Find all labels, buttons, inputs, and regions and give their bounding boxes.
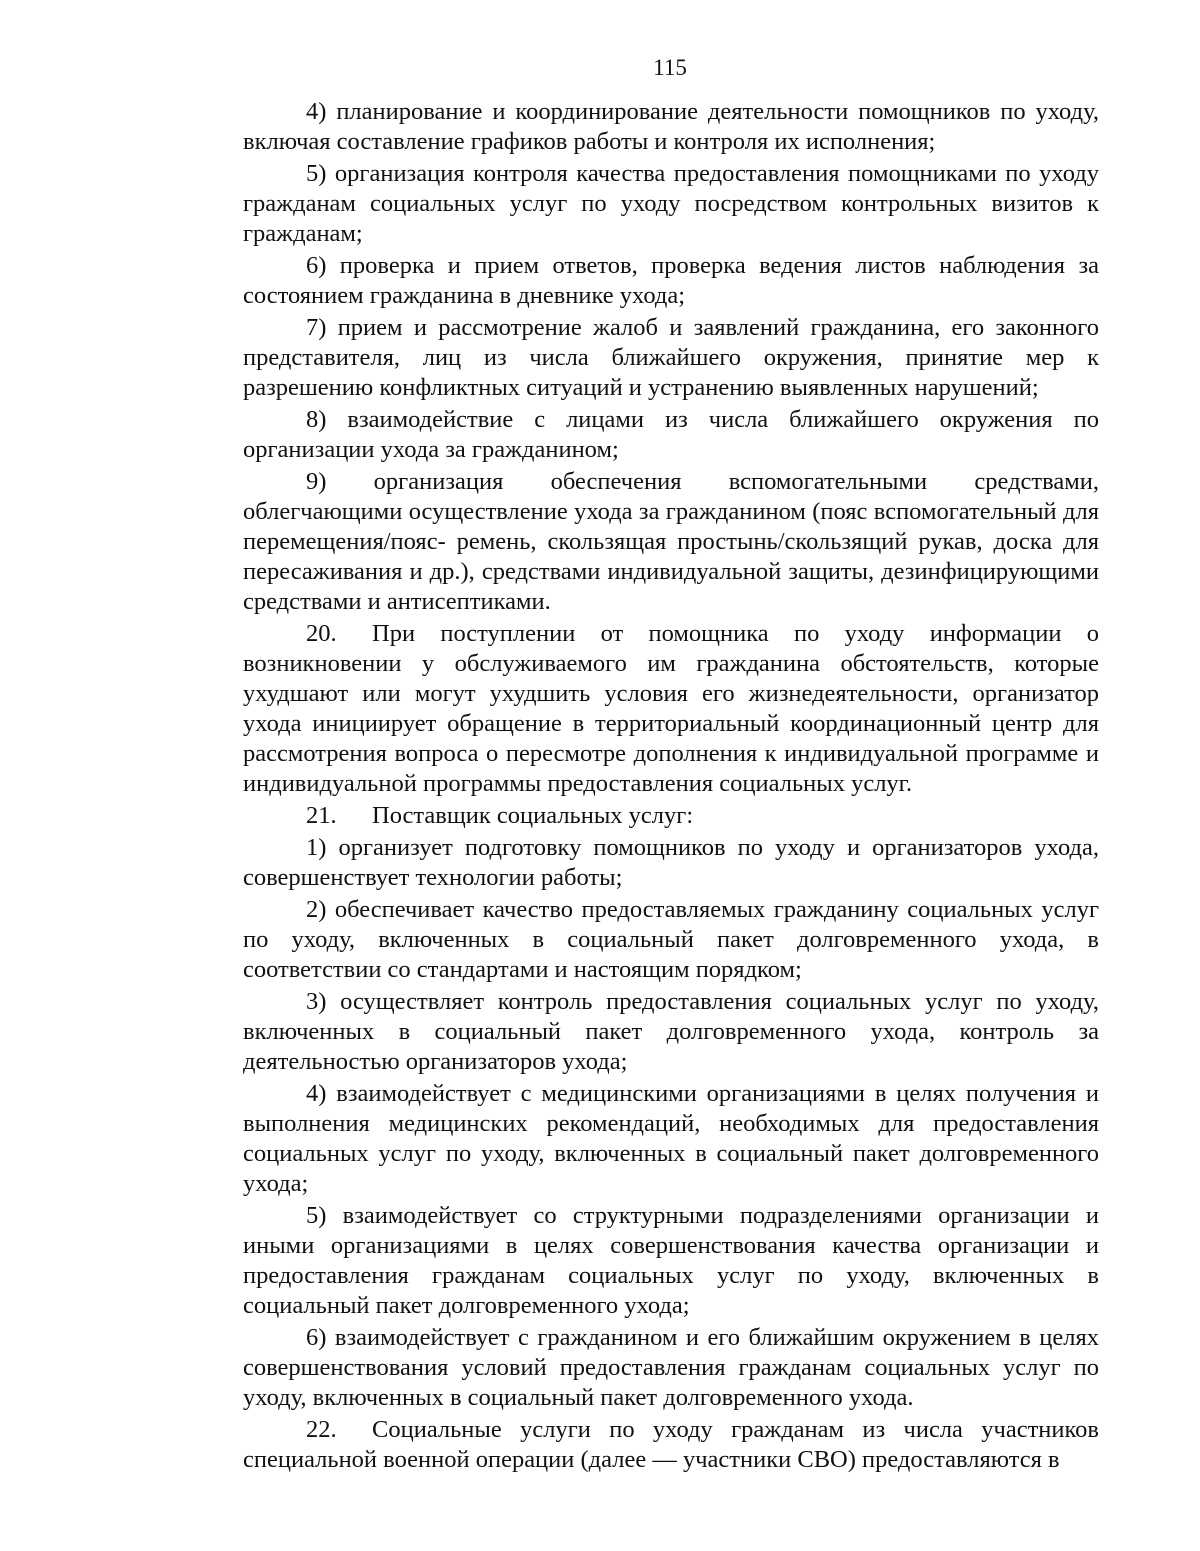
paragraph-4-medical: 4) взаимодействует с медицинскими организациями в целях получения и выполнения медицинских рекомендаций, необходимых для предоставления социальных услуг по уходу, включенных в социальный пакет долговременного ухода; [243, 1080, 1099, 1197]
clause-number: 21. [306, 802, 337, 829]
paragraph-2-quality: 2) обеспечивает качество предоставляемых гражданину социальных услуг по уходу, включенных в социальный пакет долговременного ухода, в соответствии со стандартами и настоящим порядком; [243, 896, 1099, 983]
paragraph-6-citizen: 6) взаимодействует с гражданином и его ближайшим окружением в целях совершенствования условий предоставления гражданам социальных услуг по уходу, включенных в социальный пакет долговременного ухода. [243, 1324, 1099, 1411]
paragraph-3-control: 3) осуществляет контроль предоставления социальных услуг по уходу, включенных в социальный пакет долговременного ухода, контроль за деятельностью организаторов ухода; [243, 988, 1099, 1075]
page-number: 115 [653, 55, 687, 80]
paragraph-7-complaints: 7) прием и рассмотрение жалоб и заявлений гражданина, его законного представителя, лиц из числа ближайшего окружения, принятие мер к разрешению конфликтных ситуаций и устранению выявленных нарушений; [243, 314, 1099, 401]
clause-22: 22. Социальные услуги по уходу гражданам из числа участников специальной военной операции (далее — участники СВО) предоставляются в [243, 1416, 1099, 1473]
clause-20: 20. При поступлении от помощника по уходу информации о возникновении у обслуживаемого им гражданина обстоятельств, которые ухудшают или могут ухудшить условия его жизнедеятельности, организатор ухода инициирует обращение в территориальный координационный центр для рассмотрения вопроса о пересмотре дополнения к индивидуальной программе и индивидуальной программы предоставления социальных услуг. [243, 620, 1099, 797]
paragraph-5-structural: 5) взаимодействует со структурными подразделениями организации и иными организациями в целях совершенствования качества организации и предоставления гражданам социальных услуг по уходу, включенных в социальный пакет долговременного ухода; [243, 1202, 1099, 1319]
paragraph-9-aids: 9) организация обеспечения вспомогательными средствами, облегчающими осуществление ухода за гражданином (пояс вспомогательный для перемещения/пояс- ремень, скользящая простынь/скользящий рукав, доска для пересаживания и др.), средствами индивидуальной защиты, дезинфицирующими средствами и антисептиками. [243, 468, 1099, 615]
document-body [243, 95, 1099, 1475]
paragraph-8-interaction: 8) взаимодействие с лицами из числа ближайшего окружения по организации ухода за гражданином; [243, 406, 1099, 463]
paragraph-6-answers-check: 6) проверка и прием ответов, проверка ведения листов наблюдения за состоянием гражданина в дневнике ухода; [243, 252, 1099, 309]
clause-number: 20. [306, 620, 337, 647]
clause-number: 22. [306, 1416, 337, 1443]
paragraph-4-planning: 4) планирование и координирование деятельности помощников по уходу, включая составление графиков работы и контроля их исполнения; [243, 98, 1099, 155]
clause-21: 21. Поставщик социальных услуг: [306, 802, 694, 829]
paragraph-1-training: 1) организует подготовку помощников по уходу и организаторов ухода, совершенствует технологии работы; [243, 834, 1099, 891]
paragraph-5-quality-control: 5) организация контроля качества предоставления помощниками по уходу гражданам социальных услуг по уходу посредством контрольных визитов к гражданам; [243, 160, 1099, 247]
